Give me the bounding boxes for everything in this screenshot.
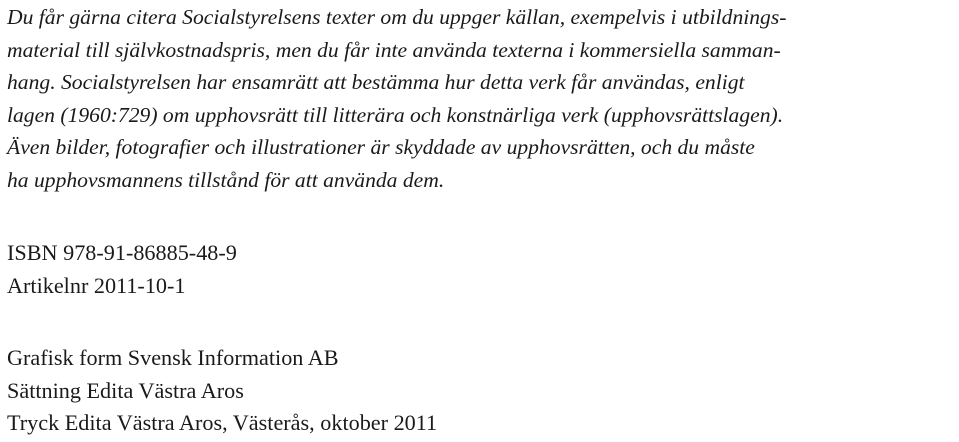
isbn-number: ISBN 978-91-86885-48-9 bbox=[7, 240, 237, 265]
graphic-design-credit: Grafisk form Svensk Information AB bbox=[7, 345, 339, 370]
printing-credit: Tryck Edita Västra Aros, Västerås, oktober 2011 bbox=[7, 410, 438, 436]
copyright-notice-line: ha upphovsmannens tillstånd för att använda dem. bbox=[7, 167, 445, 192]
typesetting-credit: Sättning Edita Västra Aros bbox=[7, 377, 244, 403]
copyright-notice-line: Även bilder, fotografier och illustrationer är skyddade av upphovsrätten, och du måste bbox=[7, 135, 755, 160]
copyright-notice-line: material till självkostnadspris, men du får inte använda texterna i kommersiella samman- bbox=[7, 37, 781, 62]
publication-identifiers bbox=[7, 237, 237, 302]
production-credits bbox=[7, 342, 437, 440]
copyright-notice-line: hang. Socialstyrelsen har ensamrätt att bestämma hur detta verk får användas, enligt bbox=[7, 70, 745, 95]
copyright-notice-line: Du får gärna citera Socialstyrelsens texter om du uppger källan, exempelvis i utbildnings- bbox=[7, 5, 787, 29]
copyright-notice bbox=[7, 0, 957, 197]
article-number: Artikelnr 2011-10-1 bbox=[7, 272, 186, 298]
colophon-page bbox=[7, 0, 957, 436]
copyright-notice-line: lagen (1960:729) om upphovsrätt till litterära och konstnärliga verk (upphovsrättslagen). bbox=[7, 102, 784, 127]
